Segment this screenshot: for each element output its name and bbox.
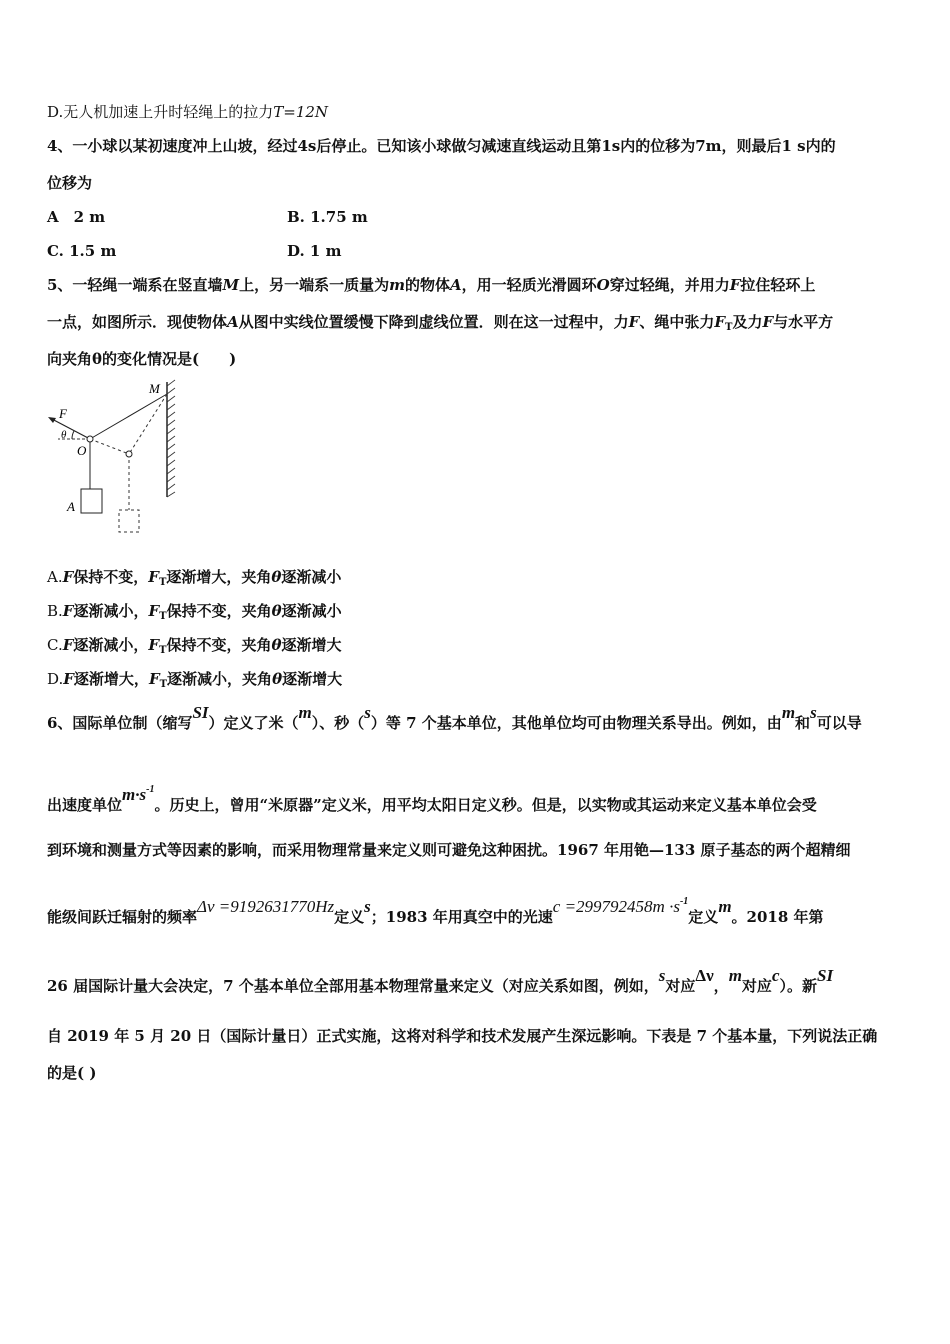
q5-text: 、绳中张力 [639, 313, 715, 331]
q5-stem-line3: 向夹角θ的变化情况是( ) [47, 350, 237, 368]
q5-text: ，用一轻质光滑圆环 [461, 276, 597, 294]
ring-o [87, 436, 93, 442]
q6-text: ）。新 [779, 977, 817, 995]
q6-math-dv: Δν [695, 966, 714, 985]
label-m: M [149, 381, 160, 396]
q6-math-m: m [718, 897, 732, 916]
var-F: F [62, 602, 74, 620]
option-text: 逐渐增大， [73, 670, 149, 688]
option-text: 保持不变， [73, 568, 149, 586]
block-a [81, 489, 102, 513]
q6-math-s: s [658, 966, 666, 985]
q5-var-F: F [729, 276, 741, 294]
q5-figure [44, 376, 194, 541]
label-o: O [77, 443, 87, 458]
option-text: 逐渐减小 [281, 602, 342, 620]
q6-text: ）等 7 个基本单位，其他单位均可由物理关系导出。例如，由 [370, 714, 782, 732]
block-a-dashed [119, 510, 139, 532]
angle-arc [72, 431, 74, 439]
q4-option-b: B. 1.75 m [287, 208, 368, 226]
q6-line2 [47, 784, 817, 815]
q6-math-si: SI [817, 966, 834, 985]
q5-text: 拉住轻环上 [740, 276, 816, 294]
var-FT: F [148, 670, 160, 688]
q5-option-c [47, 635, 342, 661]
q6-text: 对应 [741, 977, 772, 995]
q5-var-FT: F [714, 313, 725, 331]
rope-upper-dashed [129, 394, 167, 454]
label-a: A [67, 499, 75, 514]
var-FT: F [148, 568, 159, 586]
q4-option-d: D. 1 m [287, 242, 342, 260]
q4-stem-line2: 位移为 [47, 174, 93, 192]
sub-T: T [159, 679, 168, 690]
q6-math-s: s [364, 703, 371, 722]
q6-math-lightspeed: c =299792458m ·s [552, 897, 680, 916]
q6-math-s: s [364, 897, 371, 916]
option-text: 保持不变，夹角 [166, 636, 272, 654]
sub-T: T [159, 645, 167, 656]
q5-var-M: M [222, 276, 240, 294]
option-text: 逐渐增大，夹角 [166, 568, 272, 586]
q6-math-exp: -1 [679, 896, 689, 907]
var-F: F [63, 670, 74, 688]
option-text: 逐渐增大 [282, 670, 343, 688]
q5-option-b [47, 601, 342, 627]
sub-T: T [158, 577, 167, 588]
option-text: 逐渐减小， [73, 636, 149, 654]
q5-text: 的物体 [404, 276, 450, 294]
q6-text: ）、秒（ [311, 714, 365, 732]
q5-var-A: A [449, 276, 462, 294]
q4-option-a: A 2 m [47, 208, 106, 226]
q6-text: 。2018 年第 [731, 908, 824, 926]
q6-math-m: m [728, 966, 742, 985]
q6-text: ；1983 年用真空中的光速 [370, 908, 553, 926]
option-text: 保持不变，夹角 [166, 602, 272, 620]
option-text: 逐渐减小， [73, 602, 149, 620]
q6-math-frequency: Δν =9192631770Hz [197, 897, 335, 916]
q4-options-row2 [47, 241, 342, 261]
q6-math-m: m [298, 703, 312, 722]
q6-math-ms: m·s [122, 785, 147, 804]
q5-text: 从图中实线位置缓慢下降到虚线位置．则在这一过程中，力 [238, 313, 629, 331]
q5-var-A: A [227, 313, 239, 331]
q6-math-c: c [771, 966, 780, 985]
var-FT: F [148, 636, 160, 654]
q6-math-exp: -1 [146, 784, 155, 795]
rope-middle-dashed [90, 439, 129, 454]
option-prefix: B. [47, 602, 63, 620]
q6-text: 6、国际单位制（缩写 [47, 714, 193, 732]
q4-stem-line1: 4、一小球以某初速度冲上山坡，经过4s后停止。已知该小球做匀减速直线运动且第1s内的位移为7m，则最后1 s内的 [47, 137, 836, 155]
q6-line4 [47, 896, 824, 927]
var-FT: F [148, 602, 160, 620]
var-theta: θ [271, 568, 282, 586]
q5-stem-line2 [47, 312, 833, 338]
q3-option-d-text: D.无人机加速上升时轻绳上的拉力 [47, 103, 274, 121]
sub-T: T [159, 611, 167, 622]
q5-text: 5、一轻绳一端系在竖直墙 [47, 276, 223, 294]
q6-math-si: SI [192, 703, 209, 722]
q6-text: 出速度单位 [47, 796, 123, 814]
q4-options-row1 [47, 207, 368, 227]
q6-text: ， [713, 977, 729, 995]
q6-text: 。历史上，曾用“米原器”定义米，用平均太阳日定义秒。但是，以实物或其运动来定义基本单位会受 [154, 796, 817, 814]
q3-option-d-math: T=12N [273, 103, 329, 121]
var-theta: θ [271, 602, 282, 620]
force-arrowhead [48, 417, 56, 423]
wall-hatching [167, 380, 175, 497]
var-F: F [62, 636, 74, 654]
option-prefix: C. [47, 636, 63, 654]
q6-text: 可以导 [816, 714, 862, 732]
q5-text: 上，另一端系一质量为 [239, 276, 390, 294]
var-F: F [62, 568, 74, 586]
q5-text: 及力 [732, 313, 763, 331]
option-prefix: A. [47, 568, 63, 586]
q5-stem-line1 [47, 275, 815, 295]
ring-dashed [126, 451, 132, 457]
q6-text: 能级间跃迁辐射的频率 [47, 908, 198, 926]
q6-text: 和 [795, 714, 811, 732]
q5-sub-T: T [725, 322, 733, 333]
q5-option-d [47, 669, 342, 695]
q5-var-F: F [762, 313, 774, 331]
q6-line1 [47, 703, 862, 733]
q5-option-a [47, 567, 341, 593]
option-text: 逐渐增大 [281, 636, 342, 654]
label-theta: θ [61, 429, 67, 441]
var-theta: θ [271, 636, 282, 654]
q6-text: 26 届国际计量大会决定，7 个基本单位全部用基本物理常量来定义（对应关系如图，例如， [47, 977, 659, 995]
q6-line7: 的是( ) [47, 1064, 97, 1082]
q5-text: 与水平方 [773, 313, 834, 331]
q5-text: 一点，如图所示．现使物体 [47, 313, 228, 331]
q6-text: ）定义了米（ [208, 714, 299, 732]
label-f: F [59, 406, 67, 421]
q5-text: 穿过轻绳，并用力 [609, 276, 730, 294]
var-theta: θ [272, 670, 283, 688]
q6-text: 对应 [665, 977, 696, 995]
q6-math-m: m [781, 703, 796, 722]
q6-line3: 到环境和测量方式等因素的影响，而采用物理常量来定义则可避免这种困扰。1967 年用铯—133 原子基态的两个超精细 [47, 841, 851, 859]
force-arrow [50, 418, 90, 439]
q3-option-d [47, 102, 328, 122]
q6-text: 定义 [688, 908, 719, 926]
q6-line5 [47, 966, 834, 996]
q6-math-s: s [810, 703, 817, 722]
option-text: 逐渐减小，夹角 [167, 670, 273, 688]
option-text: 逐渐减小 [281, 568, 342, 586]
q6-text: 定义 [334, 908, 365, 926]
q5-var-m: m [389, 276, 405, 294]
rope-upper [90, 394, 167, 439]
q4-option-c: C. 1.5 m [47, 242, 117, 260]
option-prefix: D. [47, 670, 64, 688]
q5-var-O: O [596, 276, 610, 294]
q6-line6: 自 2019 年 5 月 20 日（国际计量日）正式实施，这将对科学和技术发展产生深远影响。下表是 7 个基本量，下列说法正确 [47, 1027, 878, 1045]
q5-var-F: F [628, 313, 640, 331]
